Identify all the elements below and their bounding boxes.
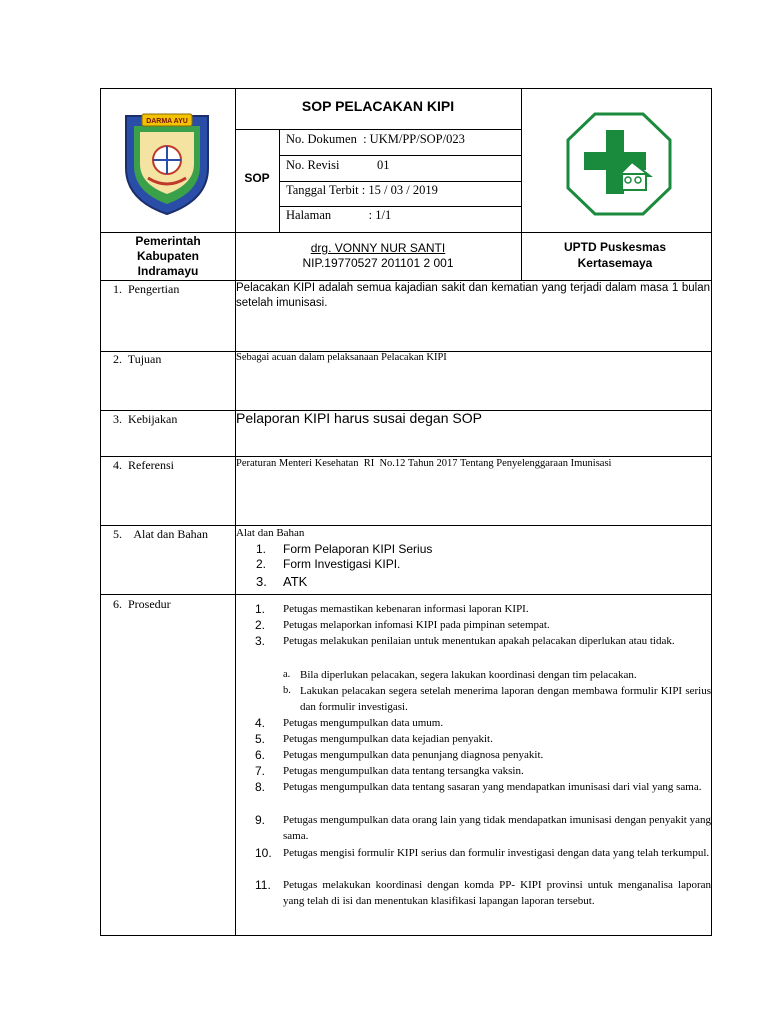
title-bottom-line	[235, 129, 521, 130]
header-col-divider-1	[235, 88, 236, 936]
alat-item-text: Form Pelaporan KIPI Serius	[283, 542, 433, 556]
no-revisi: No. Revisi 01	[286, 158, 390, 172]
step-num: 7.	[255, 764, 266, 778]
label-kebijakan: 3. Kebijakan	[113, 412, 178, 426]
step-num: 4.	[255, 716, 266, 730]
step-num: 11.	[255, 878, 271, 892]
alat-item-num: 2.	[256, 557, 267, 571]
info-row-line-3	[279, 206, 521, 207]
prosedur-step	[255, 715, 711, 731]
prosedur-step	[255, 617, 711, 633]
sop-label: SOP	[244, 171, 270, 185]
prosedur-step	[255, 877, 711, 909]
step-num: 6.	[255, 748, 266, 762]
prosedur-step	[255, 812, 711, 844]
page-title: SOP PELACAKAN KIPI	[301, 98, 455, 114]
prosedur-step	[255, 763, 711, 779]
label-prosedur: 6. Prosedur	[113, 597, 171, 611]
prosedur-step	[255, 747, 711, 763]
crest-banner-text: DARMA AYU	[146, 118, 188, 125]
substep-num: a.	[283, 669, 291, 680]
step-text: Petugas mengumpulkan data penunjang diagnosa penyakit.	[283, 749, 544, 761]
step-num: 1.	[255, 602, 266, 616]
alat-item-text: ATK	[283, 574, 308, 589]
step-num: 9.	[255, 813, 266, 827]
step-num: 2.	[255, 618, 266, 632]
label-tujuan: 2. Tujuan	[113, 352, 162, 366]
row-line-alat	[100, 594, 712, 595]
list-item	[256, 557, 400, 571]
label-alat-bahan: 5. Alat dan Bahan	[113, 527, 208, 541]
prosedur-step	[255, 633, 711, 649]
list-item	[256, 542, 432, 556]
step-text: Petugas melakukan penilaian untuk menentukan apakah pelacakan diperlukan atau tidak.	[283, 635, 675, 647]
no-dokumen: No. Dokumen : UKM/PP/SOP/023	[286, 132, 465, 146]
alat-item-text: Form Investigasi KIPI.	[283, 557, 401, 571]
text-pengertian: Pelacakan KIPI adalah semua kajadian sakit dan kematian yang terjadi dalam masa 1 bulan setelah imunisasi.	[236, 282, 710, 309]
header-bottom-line	[100, 232, 712, 233]
row-line-referensi	[100, 525, 712, 526]
substep-text: Lakukan pelacakan segera setelah menerima laporan dengan membawa formulir KIPI serius dan formulir investigasi.	[300, 685, 711, 713]
substep-text: Bila diperlukan pelacakan, segera lakukan koordinasi dengan tim pelacakan.	[300, 669, 637, 681]
step-num: 10.	[255, 846, 272, 860]
pemerintah-label: Pemerintah Kabupaten Indramayu	[135, 234, 201, 278]
step-num: 3.	[255, 634, 266, 648]
prosedur-step	[255, 779, 711, 795]
alat-item-num: 3.	[256, 574, 267, 589]
prosedur-step	[255, 601, 711, 617]
signer-nip: NIP.19770527 201101 2 001	[302, 256, 454, 270]
label-pengertian: 1. Pengertian	[113, 282, 180, 296]
info-row-line-2	[279, 181, 521, 182]
indramayu-crest-icon	[120, 108, 214, 216]
info-row-line-1	[279, 155, 521, 156]
signer-name: drg. VONNY NUR SANTI	[310, 241, 446, 255]
label-referensi: 4. Referensi	[113, 458, 174, 472]
step-text: Petugas mengumpulkan data kejadian penyakit.	[283, 733, 493, 745]
step-text: Petugas mengumpulkan data umum.	[283, 717, 444, 729]
step-text: Petugas melakukan koordinasi dengan komda PP- KIPI provinsi untuk menganalisa laporan yang telah di isi dan menentukan klasifikasi lapangan laporan tersebut.	[283, 879, 711, 907]
step-text: Petugas mengumpulkan data tentang tersangka vaksin.	[283, 765, 524, 777]
substep-num: b.	[283, 685, 291, 696]
step-text: Petugas mengumpulkan data orang lain yang tidak mendapatkan imunisasi dengan penyakit yang sama.	[283, 814, 711, 842]
text-tujuan: Sebagai acuan dalam pelaksanaan Pelacakan KIPI	[236, 352, 447, 363]
step-num: 5.	[255, 732, 266, 746]
text-referensi: Peraturan Menteri Kesehatan RI No.12 Tahun 2017 Tentang Penyelenggaraan Imunisasi	[236, 458, 612, 469]
row-line-kebijakan	[100, 456, 712, 457]
step-text: Petugas melaporkan infomasi KIPI pada pimpinan setempat.	[283, 619, 550, 631]
alat-item-num: 1.	[256, 542, 267, 556]
prosedur-step	[255, 731, 711, 747]
prosedur-step	[255, 845, 711, 861]
prosedur-substep	[283, 683, 711, 715]
step-text: Petugas mengisi formulir KIPI serius dan formulir investigasi dengan data yang telah terkumpul.	[283, 847, 710, 859]
step-num: 8.	[255, 780, 266, 794]
step-text: Petugas mengumpulkan data tentang sasaran yang mendapatkan imunisasi dari vial yang sama.	[283, 781, 702, 793]
list-item	[256, 574, 307, 589]
text-kebijakan: Pelaporan KIPI harus susai degan SOP	[236, 410, 482, 426]
text-alat-intro: Alat dan Bahan	[236, 527, 305, 539]
halaman: Halaman : 1/1	[286, 208, 392, 222]
prosedur-substep	[283, 667, 711, 683]
puskesmas-logo-icon	[566, 112, 672, 216]
tanggal-terbit: Tanggal Terbit : 15 / 03 / 2019	[286, 183, 438, 197]
header-col-divider-2	[521, 88, 522, 280]
uptd-label: UPTD Puskesmas Kertasemaya	[563, 240, 667, 270]
step-text: Petugas memastikan kebenaran informasi laporan KIPI.	[283, 603, 529, 615]
